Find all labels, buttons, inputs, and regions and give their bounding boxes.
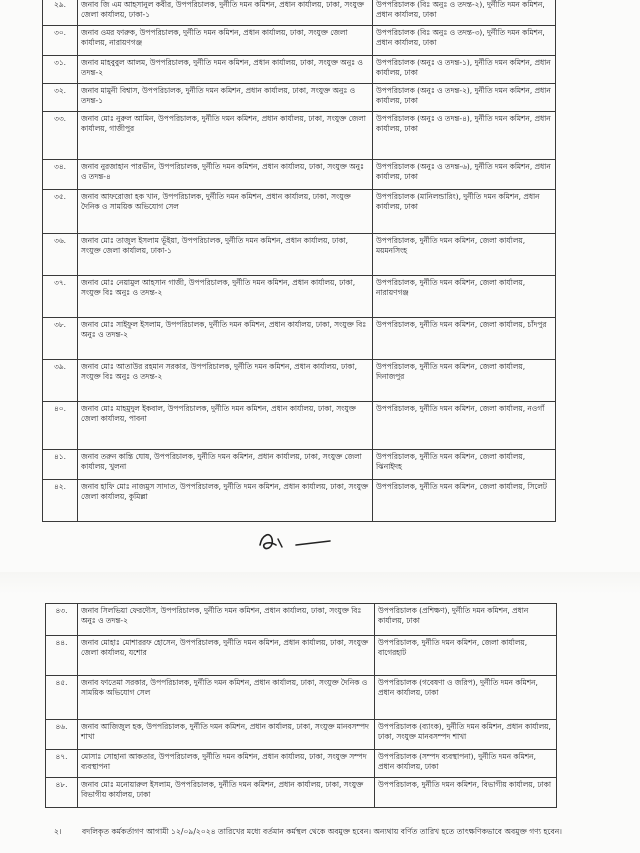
serial-number: ৪৩. — [46, 604, 78, 636]
table-row — [43, 26, 556, 56]
new-posting: উপপরিচালক (সম্পদ ব্যবস্থাপনা), দুর্নীতি দমন কমিশন, প্রধান কার্যালয়, ঢাকা — [375, 750, 557, 778]
table-row — [46, 604, 557, 636]
serial-number: ৪০. — [43, 402, 78, 450]
table-row — [43, 84, 556, 112]
table-row — [43, 190, 556, 234]
table-row — [43, 402, 556, 450]
table-row — [43, 160, 556, 190]
current-posting: জনাব মোঃ সাইফুল ইসলাম, উপপরিচালক, দুর্নীতি দমন কমিশন, প্রধান কার্যালয়, ঢাকা, সংযুক্ত বিঃ অনুঃ ও তদন্ত-২ — [78, 318, 373, 360]
current-posting: জনাব আজিজুল হক, উপপরিচালক, দুর্নীতি দমন কমিশন, প্রধান কার্যালয়, ঢাকা, সংযুক্ত মানবসম্পদ শাখা — [78, 720, 375, 750]
table-row — [43, 234, 556, 276]
serial-number: ৩০. — [43, 26, 78, 56]
current-posting: জনাব সিলভিয়া ফেরদৌস, উপপরিচালক, দুর্নীতি দমন কমিশন, প্রধান কার্যালয়, ঢাকা, সংযুক্ত বিঃ অনুঃ ও তদন্ত-২ — [78, 604, 375, 636]
table-row — [46, 750, 557, 778]
current-posting: জনাব মোঃ নুরুল আমিন, উপপরিচালক, দুর্নীতি দমন কমিশন, প্রধান কার্যালয়, ঢাকা, সংযুক্ত জেলা কার্যালয়, গাজীপুর — [78, 112, 373, 160]
table-row — [46, 778, 557, 808]
serial-number: ৩১. — [43, 56, 78, 84]
current-posting: মোসাঃ সোহানা আকতার, উপপরিচালক, দুর্নীতি দমন কমিশন, প্রধান কার্যালয়, ঢাকা, সংযুক্ত সম্পদ ব্যবস্থাপনা — [78, 750, 375, 778]
footnote-number: ২। — [54, 827, 62, 836]
new-posting: উপপরিচালক, দুর্নীতি দমন কমিশন, জেলা কার্যালয়, ঝিনাইদহ — [373, 450, 556, 480]
serial-number: ৩৭. — [43, 276, 78, 318]
current-posting: জনাব মোঃ তাজুল ইসলাম ভূঁইয়া, উপপরিচালক, দুর্নীতি দমন কমিশন, প্রধান কার্যালয়, ঢাকা, সংযুক্ত জেলা কার্যালয়, ঢাকা-১ — [78, 234, 373, 276]
table-row — [43, 0, 556, 26]
table-row — [43, 480, 556, 522]
table-row — [46, 636, 557, 676]
new-posting: উপপরিচালক, দুর্নীতি দমন কমিশন, জেলা কার্যালয়, নওগাঁ — [373, 402, 556, 450]
table-row — [43, 276, 556, 318]
current-posting: জনাব মাহবুবুল আলম, উপপরিচালক, দুর্নীতি দমন কমিশন, প্রধান কার্যালয়, ঢাকা, সংযুক্ত অনুঃ ও তদন্ত-২ — [78, 56, 373, 84]
current-posting: জনাব জি এম আহসানুল কবীর, উপপরিচালক, দুর্নীতি দমন কমিশন, প্রধান কার্যালয়, ঢাকা, সংযুক্ত জেলা কার্যালয়, ঢাকা-১ — [78, 0, 373, 26]
serial-number: ২৯. — [43, 0, 78, 26]
serial-number: ৪৫. — [46, 676, 78, 720]
current-posting: জনাব মোহাঃ মোশাররফ হোসেন, উপপরিচালক, দুর্নীতি দমন কমিশন, প্রধান কার্যালয়, ঢাকা, সংযুক্ত জেলা কার্যালয়, যশোর — [78, 636, 375, 676]
table-row — [46, 720, 557, 750]
transfer-table-page-2 — [45, 603, 557, 808]
new-posting: উপপরিচালক (অনুঃ ও তদন্ত-৬), দুর্নীতি দমন কমিশন, প্রধান কার্যালয়, ঢাকা — [373, 160, 556, 190]
serial-number: ৪৬. — [46, 720, 78, 750]
current-posting: জনাব মোঃ মনোয়ারুল ইসলাম, উপপরিচালক, দুর্নীতি দমন কমিশন, প্রধান কার্যালয়, ঢাকা, সংযুক্ত বিভাগীয় কার্যালয়, ঢাকা — [78, 778, 375, 808]
serial-number: ৪৮. — [46, 778, 78, 808]
new-posting: উপপরিচালক, দুর্নীতি দমন কমিশন, জেলা কার্যালয়, বাগেরহাট — [375, 636, 557, 676]
new-posting: উপপরিচালক, দুর্নীতি দমন কমিশন, জেলা কার্যালয়, সিলেট — [373, 480, 556, 522]
current-posting: জনাব মোঃ নেয়ামুল আহসান গাজী, উপপরিচালক, দুর্নীতি দমন কমিশন, প্রধান কার্যালয়, ঢাকা, সংযুক্ত বিঃ অনুঃ ও তদন্ত-২ — [78, 276, 373, 318]
current-posting: জনাব হাফি মোঃ নাজমুস সাদাত, উপপরিচালক, দুর্নীতি দমন কমিশন, প্রধান কার্যালয়, ঢাকা, সংযুক্ত জেলা কার্যালয়, কুমিল্লা — [78, 480, 373, 522]
new-posting: উপপরিচালক (অনুঃ ও তদন্ত-৪), দুর্নীতি দমন কমিশন, প্রধান কার্যালয়, ঢাকা — [373, 112, 556, 160]
current-posting: জনাব তরুন কান্তি ঘোষ, উপপরিচালক, দুর্নীতি দমন কমিশন, প্রধান কার্যালয়, ঢাকা, সংযুক্ত জেলা কার্যালয়, খুলনা — [78, 450, 373, 480]
serial-number: ৪২. — [43, 480, 78, 522]
current-posting: জনাব আফরোজা হক খান, উপপরিচালক, দুর্নীতি দমন কমিশন, প্রধান কার্যালয়, ঢাকা, সংযুক্ত দৈনিক ও সাময়িক অভিযোগ সেল — [78, 190, 373, 234]
table-row — [43, 360, 556, 402]
new-posting: উপপরিচালক (বিঃ অনুঃ ও তদন্ত-২), দুর্নীতি দমন কমিশন, প্রধান কার্যালয়, ঢাকা — [373, 0, 556, 26]
serial-number: ৩৩. — [43, 112, 78, 160]
new-posting: উপপরিচালক (বিঃ অনুঃ ও তদন্ত-৩), দুর্নীতি দমন কমিশন, প্রধান কার্যালয়, ঢাকা — [373, 26, 556, 56]
table-row — [43, 112, 556, 160]
footnote-text: বদলিকৃত কর্মকর্তাগণ আগামী ১২/০৯/২০২৪ তারিখের মধ্যে বর্তমান কর্মস্থল থেকে অবমুক্ত হবেন। অন্যথায় বর্ণিত তারিখ হতে তাৎক্ষণিকভাবে অবমুক্ত গণ্য হবেন। — [82, 827, 562, 836]
new-posting: উপপরিচালক (অনুঃ ও তদন্ত-২), দুর্নীতি দমন কমিশন, প্রধান কার্যালয়, ঢাকা — [373, 84, 556, 112]
table-row — [43, 450, 556, 480]
current-posting: জনাব মোঃ মাহমুদুল ইকবাল, উপপরিচালক, দুর্নীতি দমন কমিশন, প্রধান কার্যালয়, ঢাকা, সংযুক্ত জেলা কার্যালয়, পাবনা — [78, 402, 373, 450]
new-posting: উপপরিচালক, দুর্নীতি দমন কমিশন, জেলা কার্যালয়, ময়মনসিংহ — [373, 234, 556, 276]
serial-number: ৩৫. — [43, 190, 78, 234]
new-posting: উপপরিচালক, দুর্নীতি দমন কমিশন, জেলা কার্যালয়, দিনাজপুর — [373, 360, 556, 402]
new-posting: উপপরিচালক, দুর্নীতি দমন কমিশন, জেলা কার্যালয়, চাঁদপুর — [373, 318, 556, 360]
new-posting: উপপরিচালক (প্রশিক্ষণ), দুর্নীতি দমন কমিশন, প্রধান কার্যালয়, ঢাকা — [375, 604, 557, 636]
current-posting: জনাব নুরজাহান পারভীন, উপপরিচালক, দুর্নীতি দমন কমিশন, প্রধান কার্যালয়, ঢাকা, সংযুক্ত অনুঃ ও তদন্ত-৪ — [78, 160, 373, 190]
serial-number: ৪৪. — [46, 636, 78, 676]
new-posting: উপপরিচালক (মানিলন্ডারিং), দুর্নীতি দমন কমিশন, প্রধান কার্যালয়, ঢাকা — [373, 190, 556, 234]
serial-number: ৪৭. — [46, 750, 78, 778]
table-row — [46, 676, 557, 720]
table-body — [46, 604, 557, 808]
serial-number: ৩৮. — [43, 318, 78, 360]
serial-number: ৩২. — [43, 84, 78, 112]
current-posting: জনাব মামুনী বিশ্বাস, উপপরিচালক, দুর্নীতি দমন কমিশন, প্রধান কার্যালয়, ঢাকা, সংযুক্ত অনুঃ ও তদন্ত-১ — [78, 84, 373, 112]
serial-number: ৩৯. — [43, 360, 78, 402]
current-posting: জনাব ফাতেমা সরকার, উপপরিচালক, দুর্নীতি দমন কমিশন, প্রধান কার্যালয়, ঢাকা, সংযুক্ত দৈনিক ও সাময়িক অভিযোগ সেল — [78, 676, 375, 720]
current-posting: জনাব মোঃ আতাউর রহমান সরকার, উপপরিচালক, দুর্নীতি দমন কমিশন, প্রধান কার্যালয়, ঢাকা, সংযুক্ত বিঃ অনুঃ ও তদন্ত-২ — [78, 360, 373, 402]
new-posting: উপপরিচালক, দুর্নীতি দমন কমিশন, বিভাগীয় কার্যালয়, ঢাকা — [375, 778, 557, 808]
serial-number: ৪১. — [43, 450, 78, 480]
new-posting: উপপরিচালক (ব্যাংক), দুর্নীতি দমন কমিশন, প্রধান কার্যালয়, ঢাকা, সংযুক্ত মানবসম্পদ শাখা — [375, 720, 557, 750]
serial-number: ৩৬. — [43, 234, 78, 276]
new-posting: উপপরিচালক (গবেষণা ও জরিপ), দুর্নীতি দমন কমিশন, প্রধান কার্যালয়, ঢাকা — [375, 676, 557, 720]
new-posting: উপপরিচালক, দুর্নীতি দমন কমিশন, জেলা কার্যালয়, নারায়ণগঞ্জ — [373, 276, 556, 318]
table-body — [43, 0, 556, 522]
current-posting: জনাব ওমর ফারুক, উপপরিচালক, দুর্নীতি দমন কমিশন, প্রধান কার্যালয়, ঢাকা, সংযুক্ত জেলা কার্যালয়, নারায়ণগঞ্জ — [78, 26, 373, 56]
table-row — [43, 56, 556, 84]
footnote-paragraph — [42, 826, 582, 837]
serial-number: ৩৪. — [43, 160, 78, 190]
page-break — [0, 572, 640, 594]
transfer-table-page-1 — [42, 0, 556, 522]
new-posting: উপপরিচালক (অনুঃ ও তদন্ত-১), দুর্নীতি দমন কমিশন, প্রধান কার্যালয়, ঢাকা — [373, 56, 556, 84]
signature-mark — [256, 525, 336, 557]
table-row — [43, 318, 556, 360]
